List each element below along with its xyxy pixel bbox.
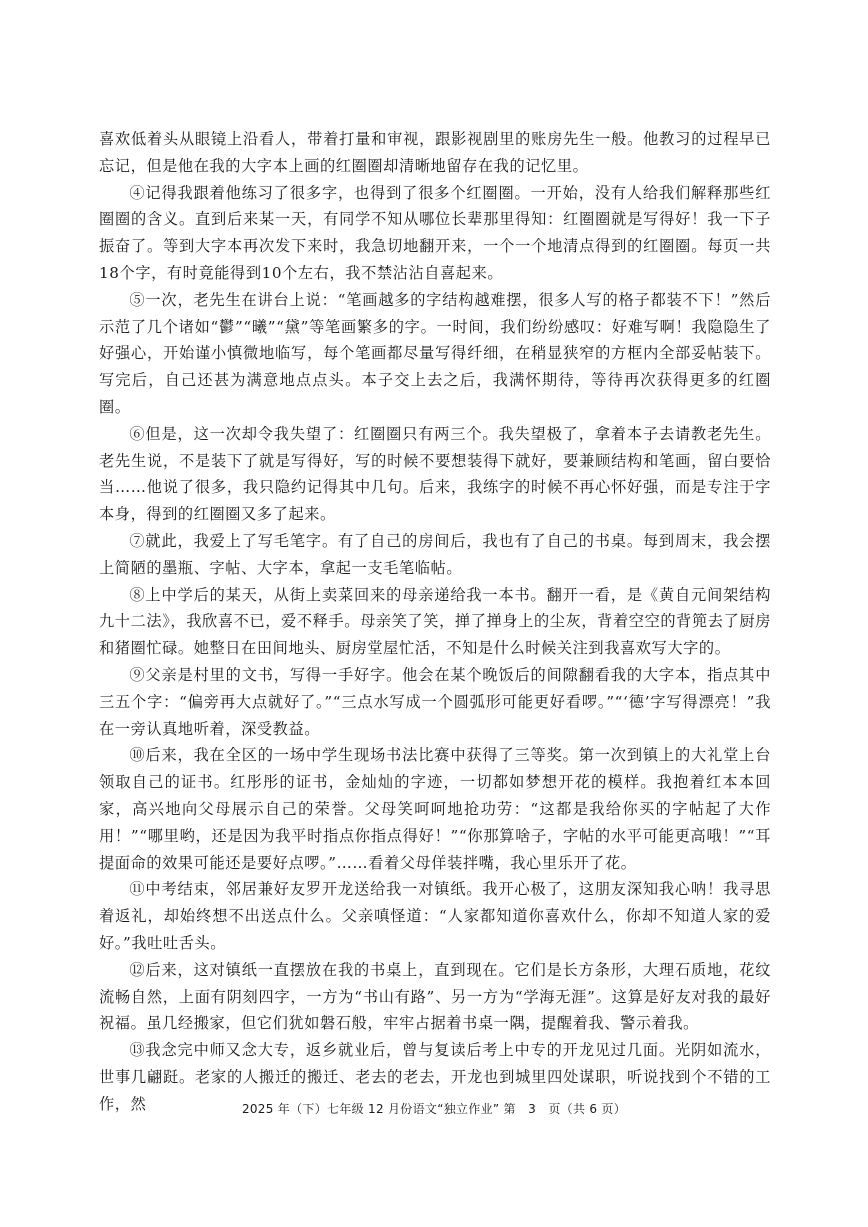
paragraph: 喜欢低着头从眼镜上沿看人，带着打量和审视，跟影视剧里的账房先生一般。他教习的过程早已忘记，但是他在我的大字本上画的红圈圈却清晰地留存在我的记忆里。 bbox=[99, 130, 771, 175]
paragraph: ⑧上中学后的某天，从街上卖菜回来的母亲递给我一本书。翻开一看，是《黄自元间架结构九十二法》，我欣喜不已，爱不释手。母亲笑了笑，掸了掸身上的尘灰，背着空空的背篼去了厨房和猪圈忙碌。她整日在田间地头、厨房堂屋忙活，不知是什么时候关注到我喜欢写大字的。 bbox=[99, 585, 771, 658]
paragraph: ⑫后来，这对镇纸一直摆放在我的书桌上，直到现在。它们是长方条形，大理石质地，花纹流畅自然，上面有阴刻四字，一方为“书山有路”、另一方为“学海无涯”。这算是好友对我的最好祝福。虽几经搬家，但它们犹如磐石般，牢牢占据着书桌一隅，提醒着我、警示着我。 bbox=[99, 960, 771, 1033]
paragraph: ⑩后来，我在全区的一场中学生现场书法比赛中获得了三等奖。第一次到镇上的大礼堂上台领取自己的证书。红彤彤的证书，金灿灿的字迹，一切都如梦想开花的模样。我抱着红本本回家，高兴地向父母展示自己的荣誉。父母笑呵呵地抢功劳：“这都是我给你买的字帖起了大作用！”“哪里哟，还是因为我平时指点你指点得好！”“你那算啥子，字帖的水平可能更高哦！”“耳提面命的效果可能还是要好点啰。”……看着父母佯装拌嘴，我心里乐开了花。 bbox=[99, 746, 771, 872]
paragraph: ⑥但是，这一次却令我失望了：红圈圈只有两三个。我失望极了，拿着本子去请教老先生。老先生说，不是装下了就是写得好，写的时候不要想装得下就好，要兼顾结构和笔画，留白要恰当……他说了很多，我只隐约记得其中几句。后来，我练字的时候不再心怀好强，而是专注于字本身，得到的红圈圈又多了起来。 bbox=[99, 424, 771, 524]
document-body bbox=[99, 126, 771, 1117]
paragraph: ④记得我跟着他练习了很多字，也得到了很多个红圈圈。一开始，没有人给我们解释那些红圈圈的含义。直到后来某一天，有同学不知从哪位长辈那里得知：红圈圈就是写得好！我一下子振奋了。等到大字本再次发下来时，我急切地翻开来，一个一个地清点得到的红圈圈。每页一共18个字，有时竟能得到10个左右，我不禁沾沾自喜起来。 bbox=[99, 183, 771, 282]
page-footer: 2025 年（下）七年级 12 月份语文“独立作业” 第 3 页（共 6 页） bbox=[241, 1102, 627, 1116]
paragraph: ⑬我念完中师又念大专，返乡就业后，曾与复读后考上中专的开龙见过几面。光阴如流水，世事几翩跹。老家的人搬迁的搬迁、老去的老去，开龙也到城里四处谋职，听说找到个不错的工作，然 bbox=[99, 1041, 771, 1113]
paragraph: ⑤一次，老先生在讲台上说：“笔画越多的字结构越难摆，很多人写的格子都装不下！”然后示范了几个诸如“鬱”“曦”“黛”等笔画繁多的字。一时间，我们纷纷感叹：好难写啊！我隐隐生了好强心，开始谨小慎微地临写，每个笔画都尽量写得纤细，在稍显狭窄的方框内全部妥帖装下。写完后，自己还甚为满意地点点头。本子交上去之后，我满怀期待，等待再次获得更多的红圈圈。 bbox=[99, 290, 771, 416]
paragraph: ⑦就此，我爱上了写毛笔字。有了自己的房间后，我也有了自己的书桌。每到周末，我会摆上简陋的墨瓶、字帖、大字本，拿起一支毛笔临帖。 bbox=[99, 531, 771, 577]
paragraph: ⑪中考结束，邻居兼好友罗开龙送给我一对镇纸。我开心极了，这朋友深知我心呐！我寻思着返礼，却始终想不出送点什么。父亲嗔怪道：“人家都知道你喜欢什么，你却不知道人家的爱好。”我吐吐舌头。 bbox=[99, 880, 771, 952]
paragraph: ⑨父亲是村里的文书，写得一手好字。他会在某个晚饭后的间隙翻看我的大字本，指点其中三五个字：“偏旁再大点就好了。”“三点水写成一个圆弧形可能更好看啰。”“‘德’字写得漂亮！”我在一旁认真地听着，深受教益。 bbox=[99, 665, 771, 738]
